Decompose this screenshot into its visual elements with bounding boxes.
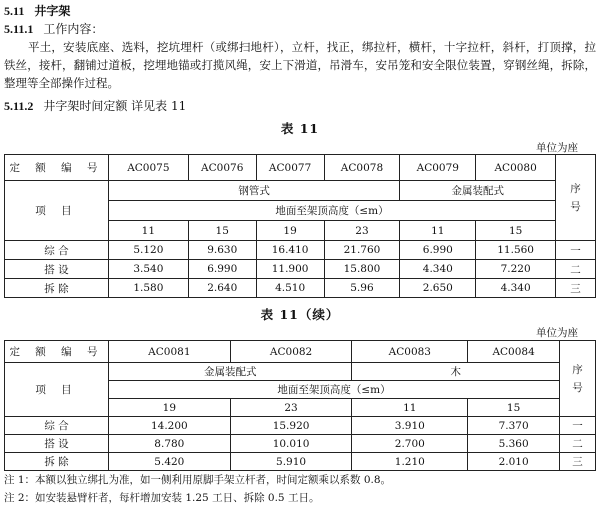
subsection-number-1: 5.11.1 [4,22,34,36]
cell-value: 5.910 [230,453,352,471]
row-seq: 一 [560,417,596,435]
table1-height: 19 [256,221,324,241]
cell-value: 3.540 [108,260,188,279]
cell-value: 5.120 [108,241,188,260]
table1-code: AC0077 [256,155,324,181]
cell-value: 1.580 [108,279,188,298]
table1-code: AC0078 [324,155,400,181]
cell-value: 11.560 [476,241,556,260]
cell-value: 3.910 [352,417,468,435]
row-seq: 二 [556,260,596,279]
table2 [4,340,596,471]
table2-group-wood: 木 [352,363,560,381]
table2-height: 15 [468,399,560,417]
table2-height: 11 [352,399,468,417]
cell-value: 2.640 [188,279,256,298]
table2-group-metal: 金属装配式 [108,363,351,381]
cell-value: 15.800 [324,260,400,279]
cell-value: 7.370 [468,417,560,435]
subsection-number-2: 5.11.2 [4,99,34,113]
cell-value: 4.340 [400,260,476,279]
row-label: 综 合 [5,417,109,435]
row-label: 搭 设 [5,435,109,453]
cell-value: 5.96 [324,279,400,298]
row-seq: 三 [556,279,596,298]
table2-code-label: 定 额 编 号 [5,341,109,363]
table1-height: 11 [400,221,476,241]
table-row [5,453,596,471]
table1-group-steel: 钢管式 [108,181,399,201]
section-number: 5.11 [4,4,25,18]
cell-value: 4.510 [256,279,324,298]
note-1: 注 1：本额以独立绑扎为准，如一侧利用原脚手架立杆者，时间定额乘以系数 0.8。 [4,474,392,486]
table1-code-label: 定 额 编 号 [5,155,109,181]
table1-code: AC0075 [108,155,188,181]
cell-value: 14.200 [108,417,230,435]
table1-item-label: 项 目 [5,181,109,241]
table-row [5,260,596,279]
table1-height-label: 地面至架顶高度（≤m） [108,201,555,221]
table1-code: AC0079 [400,155,476,181]
table1-height: 11 [108,221,188,241]
subsection-heading-1 [4,20,103,37]
note-2: 注 2：如安装悬臂杆者，每杆增加安装 1.25 工日、拆除 0.5 工日。 [4,492,320,504]
cell-value: 4.340 [476,279,556,298]
work-content-paragraph: 平土，安装底座、选料，挖坑埋杆（或绑扫地杆），立杆，找正，绑拉杆，横杆，十字拉杆，斜杆，打顶撑，拉铁丝，接杆，翻铺过道板，挖埋地锚或打揽风绳，安上下滑道，吊滑车，安吊笼和安全限位装置，穿钢丝绳，拆除，整理等全部操作过程。 [4,40,596,90]
table1-unit: 单位为座 [536,142,578,154]
table2-code: AC0083 [352,341,468,363]
table2-height: 23 [230,399,352,417]
cell-value: 2.010 [468,453,560,471]
table2-item-label: 项 目 [5,363,109,417]
cell-value: 15.920 [230,417,352,435]
table2-height-label: 地面至架顶高度（≤m） [108,381,559,399]
table2-caption: 表 11（续） [260,307,340,322]
table2-code: AC0081 [108,341,230,363]
table1-height: 15 [188,221,256,241]
cell-value: 2.700 [352,435,468,453]
table-row [5,417,596,435]
table1 [4,154,596,298]
table1-height: 15 [476,221,556,241]
table-row [5,241,596,260]
cell-value: 10.010 [230,435,352,453]
cell-value: 8.780 [108,435,230,453]
cell-value: 1.210 [352,453,468,471]
table1-caption: 表 11 [280,121,320,136]
cell-value: 6.990 [188,260,256,279]
table-row [5,279,596,298]
cell-value: 21.760 [324,241,400,260]
table2-seq-header: 序号 [560,341,596,417]
section-title: 井字架 [34,4,71,18]
row-label: 综 合 [5,241,109,260]
table1-code: AC0080 [476,155,556,181]
subsection-heading-2 [4,97,186,114]
table-row [5,435,596,453]
table-notes [4,471,391,507]
table2-code: AC0084 [468,341,560,363]
cell-value: 9.630 [188,241,256,260]
row-label: 拆 除 [5,279,109,298]
row-label: 搭 设 [5,260,109,279]
cell-value: 16.410 [256,241,324,260]
cell-value: 6.990 [400,241,476,260]
table1-code: AC0076 [188,155,256,181]
cell-value: 5.360 [468,435,560,453]
subsection-title-1: 工作内容： [43,22,104,36]
cell-value: 11.900 [256,260,324,279]
cell-value: 7.220 [476,260,556,279]
table2-unit: 单位为座 [536,327,578,339]
table2-code: AC0082 [230,341,352,363]
cell-value: 5.420 [108,453,230,471]
table1-group-metal: 金属装配式 [400,181,556,201]
table2-height: 19 [108,399,230,417]
row-label: 拆 除 [5,453,109,471]
cell-value: 2.650 [400,279,476,298]
table1-seq-header: 序号 [556,155,596,241]
section-heading [4,2,70,19]
table1-height: 23 [324,221,400,241]
row-seq: 三 [560,453,596,471]
row-seq: 二 [560,435,596,453]
row-seq: 一 [556,241,596,260]
subsection-title-2: 井字架时间定额 详见表 11 [43,99,187,113]
